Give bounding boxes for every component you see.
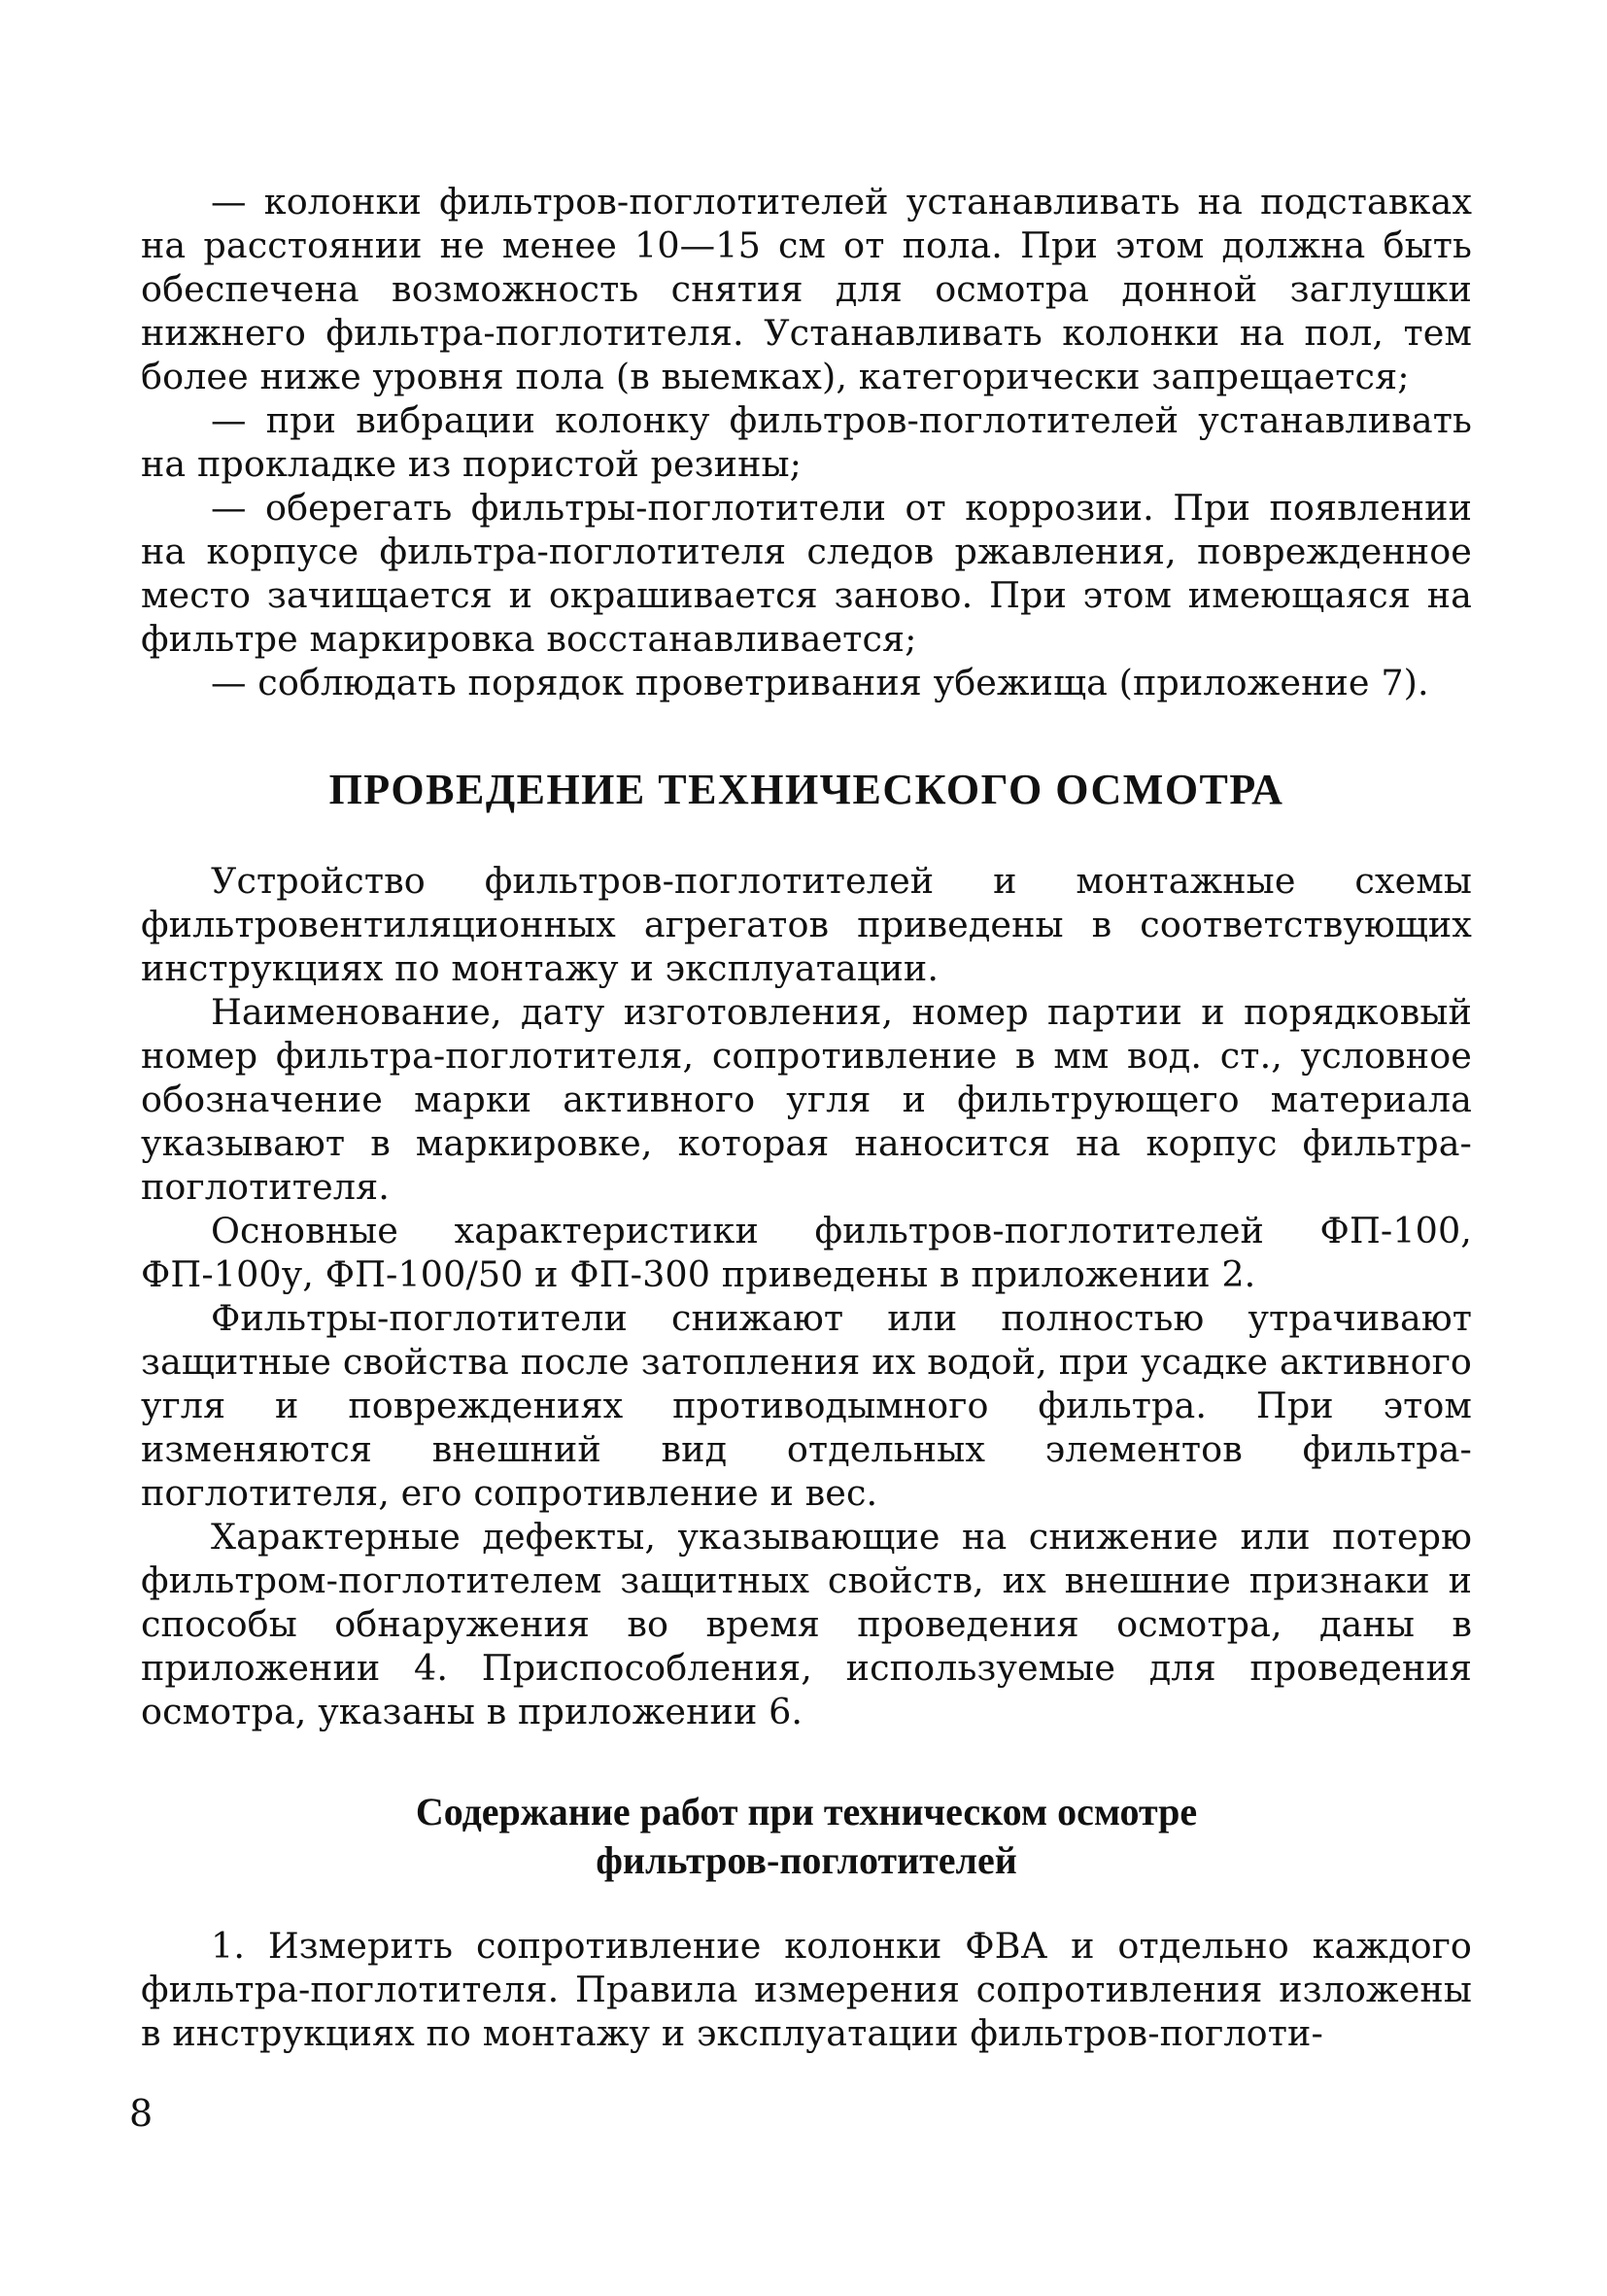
list-item-ventilation: — соблюдать порядок проветривания убежища (приложение 7). <box>211 662 1429 703</box>
paragraph-protective-loss: Фильтры-поглотители снижают или полностью утрачивают защитные свойства после затопления их водой, при усадке активного угля и повреждениях противодымного фильтра. При этом изменяются внешний вид отдельных элементов фильтра-поглотителя, его сопротивление и вес. <box>141 1297 1472 1514</box>
paragraph-defects: Характерные дефекты, указывающие на снижение или потерю фильтром-поглотителем защитных свойств, их внешние признаки и способы обнаружения во время проведения осмотра, даны в приложении 4. Приспособления, используемые для проведения осмотра, указаны в приложении 6. <box>141 1516 1472 1732</box>
list-item-vibration: — при вибрации колонку фильтров-поглотителей устанавливать на прокладке из пористой резины; <box>141 399 1472 485</box>
paragraph-characteristics: Основные характеристики фильтров-поглотителей ФП-100, ФП-100у, ФП-100/50 и ФП-300 приведены в приложении 2. <box>141 1210 1472 1295</box>
page-content <box>141 180 1472 2055</box>
paragraph-step-1: 1. Измерить сопротивление колонки ФВА и отдельно каждого фильтра-поглотителя. Правила измерения сопротивления изложены в инструкциях по монтажу и эксплуатации фильтров-поглоти- <box>141 1925 1472 2054</box>
paragraph-marking: Наименование, дату изготовления, номер партии и порядковый номер фильтра-поглотителя, сопротивление в мм вод. ст., условное обозначение марки активного угля и фильтрующего материала указывают в маркировке, которая наносится на корпус фильтра-поглотителя. <box>141 991 1472 1208</box>
list-item-corrosion: — оберегать фильтры-поглотители от коррозии. При появлении на корпусе фильтра-поглотителя следов ржавления, поврежденное место зачищается и окрашивается заново. При этом имеющаяся на фильтре маркировка восстанавливается; <box>141 487 1472 660</box>
paragraph-device: Устройство фильтров-поглотителей и монтажные схемы фильтровентиляционных агрегатов приведены в соответствующих инструкциях по монтажу и эксплуатации. <box>141 860 1472 989</box>
section-title: ПРОВЕДЕНИЕ ТЕХНИЧЕСКОГО ОСМОТРА <box>328 766 1284 813</box>
subsection-title-line-1: Содержание работ при техническом осмотре <box>415 1790 1198 1833</box>
page-number: 8 <box>129 2092 154 2135</box>
subsection-title <box>141 1788 1472 1885</box>
subsection-title-line-2: фильтров-поглотителей <box>596 1838 1017 1882</box>
list-item-stands: — колонки фильтров-поглотителей устанавливать на подставках на расстоянии не менее 10—15 см от пола. При этом должна быть обеспечена возможность снятия для осмотра донной заглушки нижнего фильтра-поглотителя. Устанавливать колонки на пол, тем более ниже уровня пола (в выемках), категорически запрещается; <box>141 181 1472 397</box>
